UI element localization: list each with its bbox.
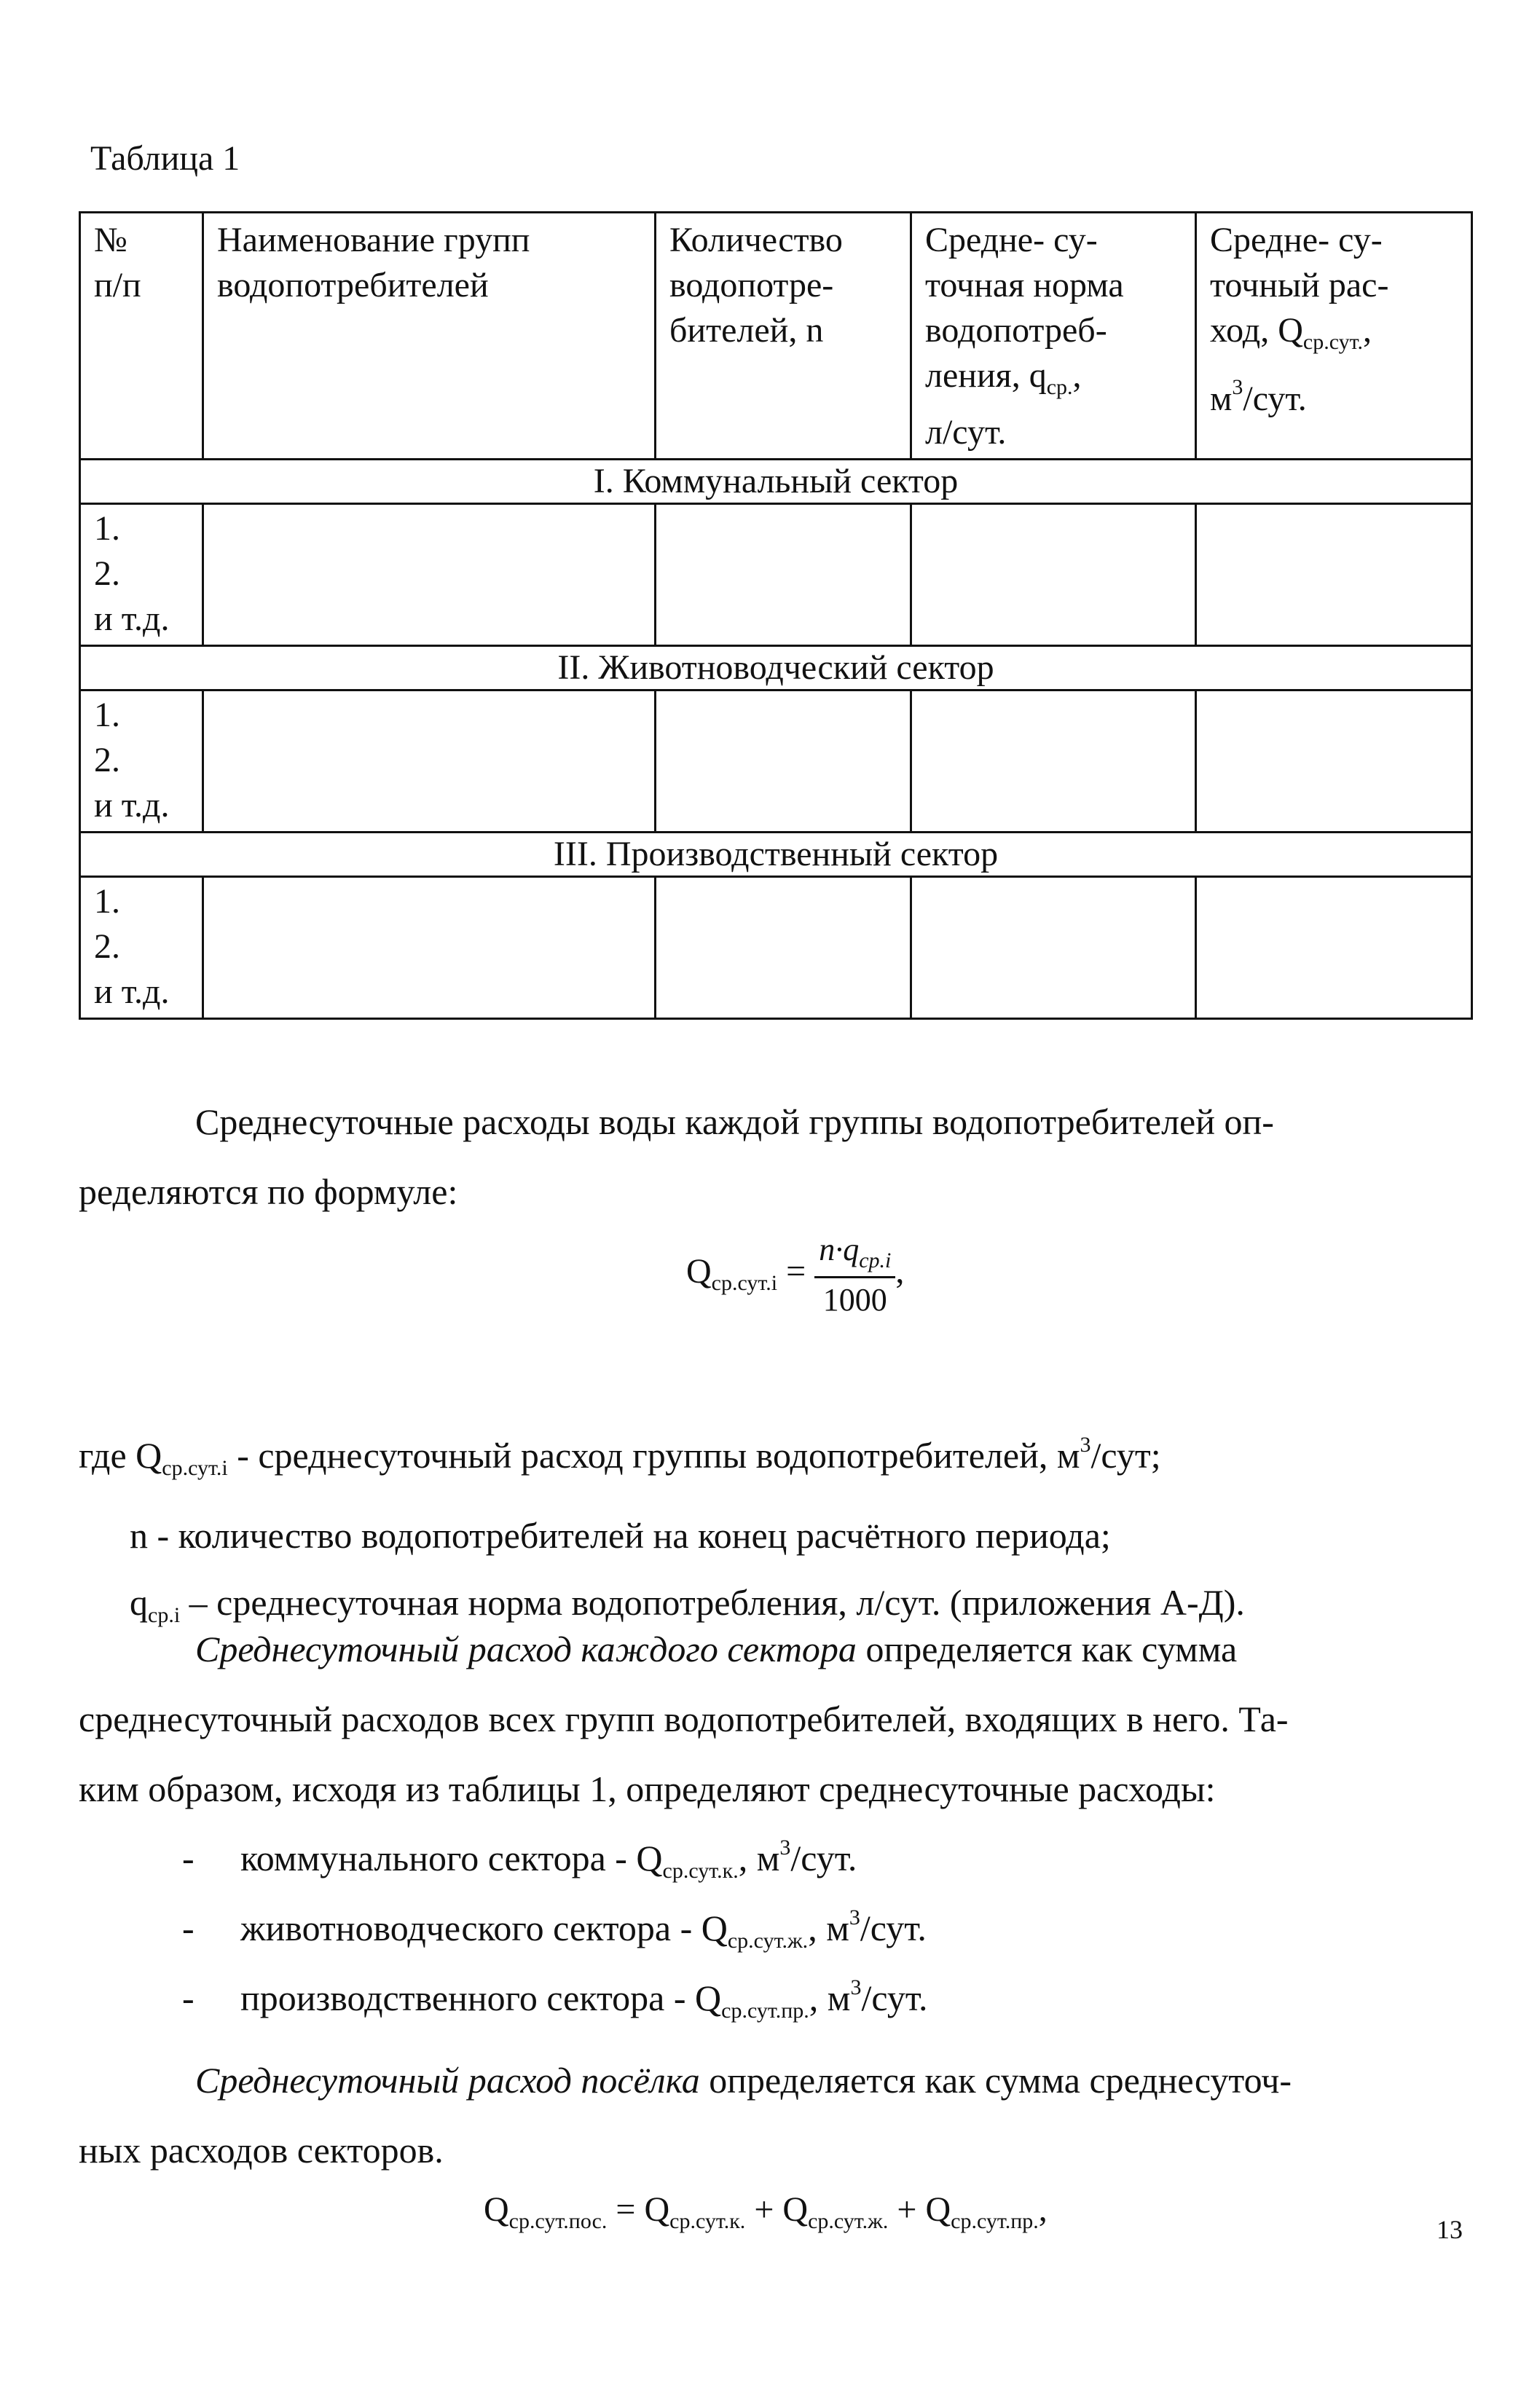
intro-paragraph: Среднесуточные расходы воды каждой группы водопотребителей оп- ределяются по формуле: <box>79 1101 1274 1212</box>
header-group-name: Наименование групп водопотребителей <box>203 213 656 460</box>
section-row-communal: I. Коммунальный сектор <box>80 460 1472 504</box>
header-daily-flow: Средне- су- точный рас- ход, $Q_{ср.сут.}$, $м^3$/сут. <box>1196 213 1472 460</box>
empty-cell <box>656 504 911 646</box>
bullet-livestock: - животноводческого сектора - $Q_{ср.сут.ж.}$, $м^3$/сут. <box>182 1905 927 1953</box>
header-norm: Средне- су- точная норма водопотреб- ления, $q_{ср.}$, л/сут. <box>911 213 1196 460</box>
definition-Q: где $Q_{ср.сут.i}$ - среднесуточный расход группы водопотребителей, $м^3$/сут; <box>79 1433 1161 1480</box>
empty-cell <box>911 690 1196 833</box>
sector-paragraph: Среднесуточный расход каждого сектора определяется как сумма среднесуточный расходов всех групп водопотребителей, входящих в него. Та- ким образом, исходя из таблицы 1, определяют среднесуточные расходы: <box>79 1629 1289 1809</box>
page-number: 13 <box>1436 2215 1463 2244</box>
empty-cell <box>911 504 1196 646</box>
section-row-livestock: II. Животноводческий сектор <box>80 646 1472 690</box>
settlement-paragraph: Среднесуточный расход посёлка определяется как сумма среднесуточ- ных расходов секторов. <box>79 2060 1292 2171</box>
row-numbers: 1. 2. и т.д. <box>80 690 203 833</box>
empty-cell <box>203 877 656 1019</box>
empty-cell <box>1196 690 1472 833</box>
table-header-row <box>80 213 1472 460</box>
empty-cell <box>1196 504 1472 646</box>
formula-fraction: $\frac{n\cdot q_{ср.i}}{1000}$ <box>814 1231 895 1318</box>
table-row <box>80 877 1472 1019</box>
table-caption: Таблица 1 <box>90 139 240 178</box>
header-number: № п/п <box>80 213 203 460</box>
formula-daily-flow-group: $Q_{ср.сут.i}$ = $\frac{n\cdot q_{ср.i}}{1000}$ , <box>686 1232 905 1318</box>
row-numbers: 1. 2. и т.д. <box>80 504 203 646</box>
empty-cell <box>1196 877 1472 1019</box>
table-row <box>80 690 1472 833</box>
empty-cell <box>656 690 911 833</box>
empty-cell <box>203 504 656 646</box>
empty-cell <box>656 877 911 1019</box>
empty-cell <box>203 690 656 833</box>
header-count: Количество водопотре- бителей, n <box>656 213 911 460</box>
definition-n: n - количество водопотребителей на конец расчётного периода; <box>130 1515 1111 1556</box>
empty-cell <box>911 877 1196 1019</box>
row-numbers: 1. 2. и т.д. <box>80 877 203 1019</box>
definition-q: $q_{ср.i}$ – среднесуточная норма водопотребления, л/сут. (приложения А-Д). <box>130 1582 1245 1627</box>
bullet-communal: - коммунального сектора - $Q_{ср.сут.к.}$, $м^3$/сут. <box>182 1835 857 1883</box>
formula-settlement-total: $Q_{ср.сут.пос.} = Q_{ср.сут.к.} + Q_{ср.сут.ж.} + Q_{ср.сут.пр.}$, <box>484 2190 1048 2233</box>
water-consumers-table <box>79 211 1473 1020</box>
section-row-industrial: III. Производственный сектор <box>80 833 1472 877</box>
bullet-industrial: - производственного сектора - $Q_{ср.сут.пр.}$, $м^3$/сут. <box>182 1975 928 2023</box>
table-row <box>80 504 1472 646</box>
